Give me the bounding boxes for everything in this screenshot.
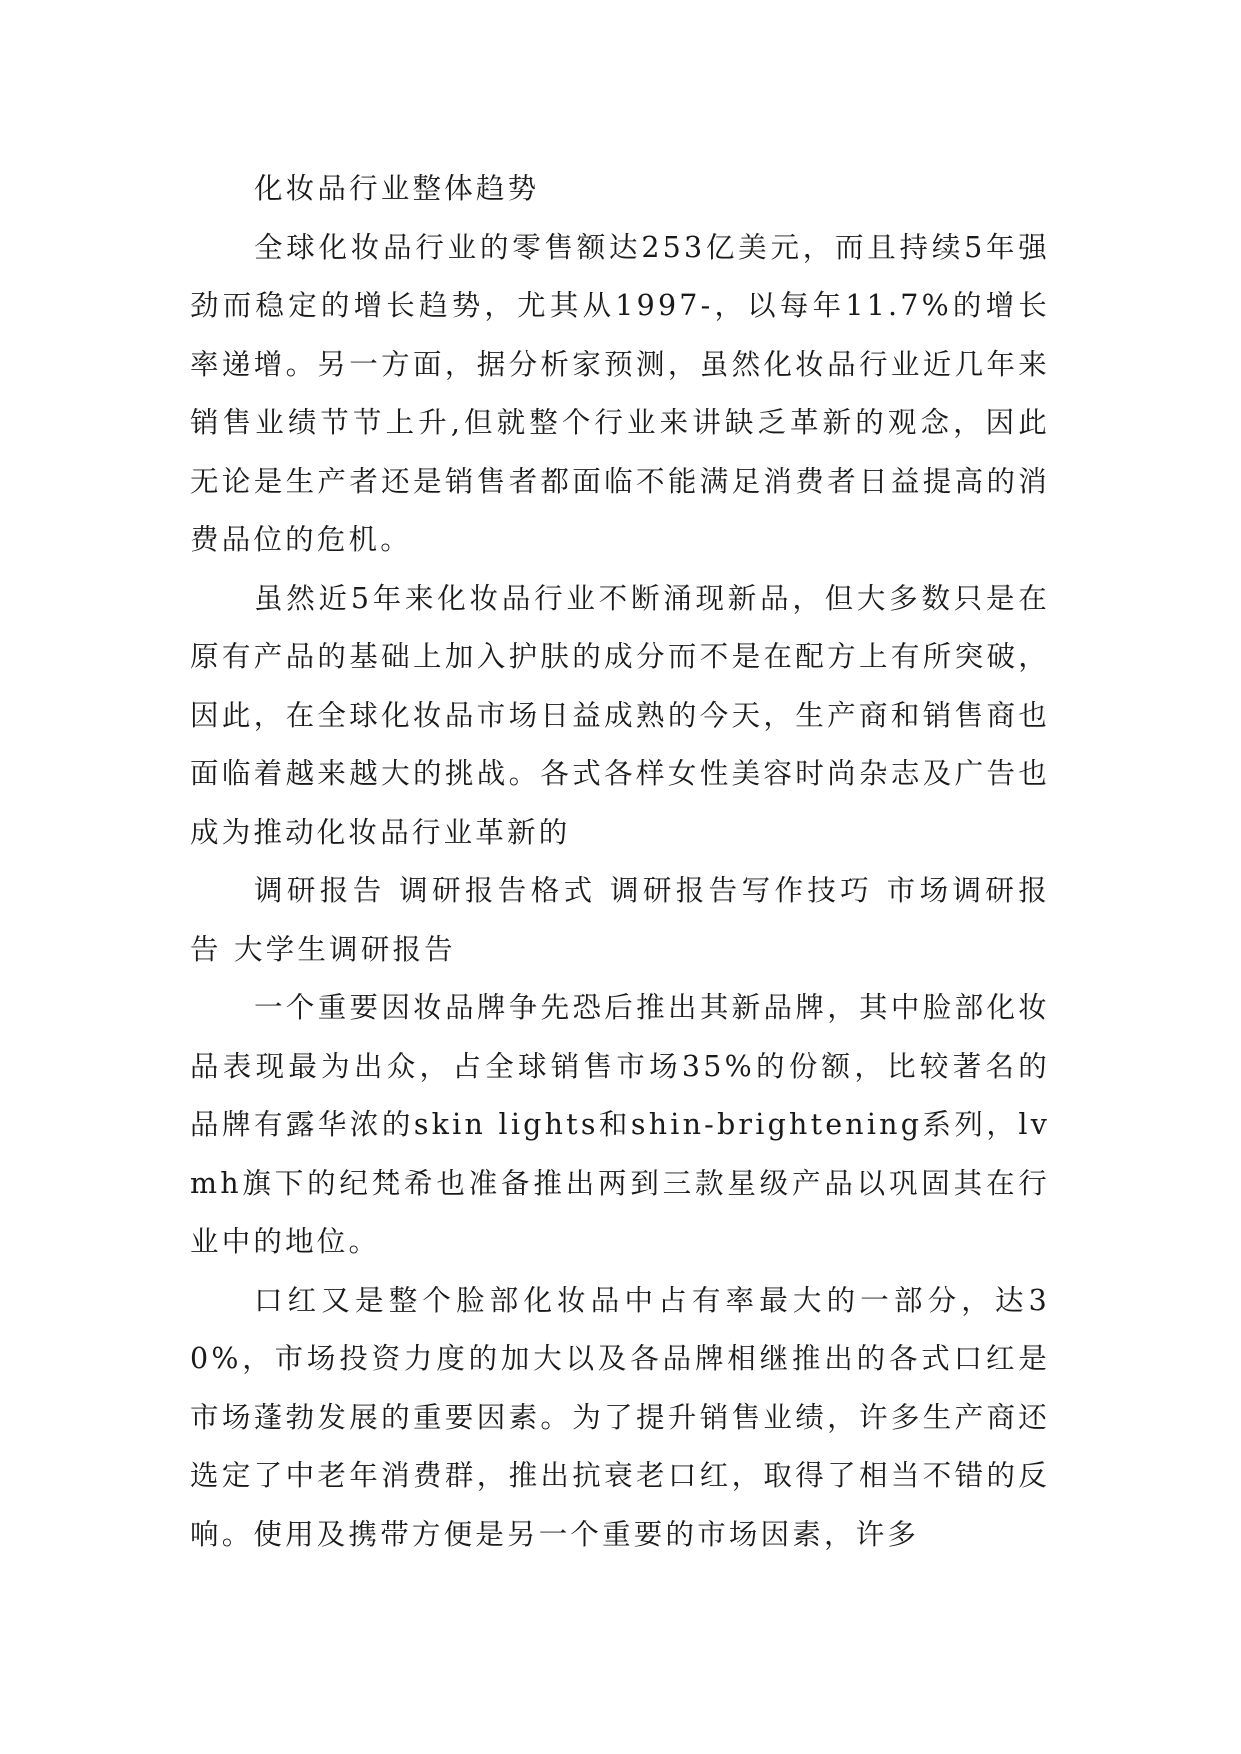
paragraph-keywords: 调研报告 调研报告格式 调研报告写作技巧 市场调研报告 大学生调研报告 (190, 874, 1050, 966)
document-body (190, 160, 1050, 1564)
paragraph: 口红又是整个脸部化妆品中占有率最大的一部分，达30%，市场投资力度的加大以及各品牌相继推出的各式口红是市场蓬勃发展的重要因素。为了提升销售业绩，许多生产商还选定了中老年消费群，推出抗衰老口红，取得了相当不错的反响。使用及携带方便是另一个重要的市场因素，许多 (190, 1283, 1050, 1551)
paragraph: 一个重要因妆品牌争先恐后推出其新品牌，其中脸部化妆品表现最为出众，占全球销售市场35%的份额，比较著名的品牌有露华浓的skin lights和shin-brightening系列，lvmh旗下的纪梵希也准备推出两到三款星级产品以巩固其在行业中的地位。 (190, 991, 1050, 1258)
paragraph: 全球化妆品行业的零售额达253亿美元，而且持续5年强劲而稳定的增长趋势，尤其从1997-，以每年11.7%的增长率递增。另一方面，据分析家预测，虽然化妆品行业近几年来销售业绩节节上升,但就整个行业来讲缺乏革新的观念，因此无论是生产者还是销售者都面临不能满足消费者日益提高的消费品位的危机。 (190, 230, 1050, 556)
paragraph-heading: 化妆品行业整体趋势 (254, 172, 540, 205)
paragraph: 虽然近5年来化妆品行业不断涌现新品，但大多数只是在原有产品的基础上加入护肤的成分而不是在配方上有所突破，因此，在全球化妆品市场日益成熟的今天，生产商和销售商也面临着越来越大的挑战。各式各样女性美容时尚杂志及广告也成为推动化妆品行业革新的 (190, 581, 1050, 849)
